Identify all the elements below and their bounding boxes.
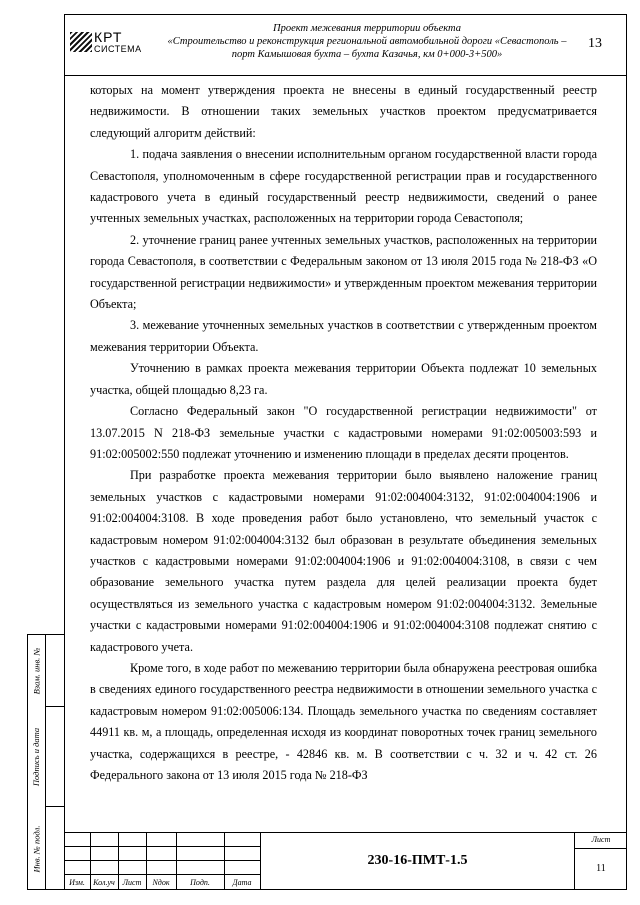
side-field <box>46 635 64 707</box>
side-field <box>46 707 64 807</box>
paragraph: Уточнению в рамках проекта межевания территории Объекта подлежат 10 земельных участка, общей площадью 8,23 га. <box>90 361 597 397</box>
logo-text-main: КРТ <box>94 29 123 45</box>
header-title <box>152 22 582 61</box>
col-data: Дата <box>232 878 252 887</box>
col-kol-uch: Кол.уч <box>93 878 115 887</box>
header-title-line1: Проект межевания территории объекта <box>273 23 461 34</box>
company-logo <box>70 30 144 56</box>
title-block <box>64 832 627 890</box>
side-label-replace-inv: Взам. инв. № <box>31 647 42 695</box>
logo-text-sub: СИСТЕМА <box>94 44 142 54</box>
paragraph: 2. уточнение границ ранее учтенных земельных участков, расположенных на территории города Севастополя, в соответствии с Федеральным законом от 13 июля 2015 года № 218-ФЗ «О государственной регистрации недвижимости» и утвержденным проектом межевания территории Объекта; <box>90 232 597 312</box>
document-code: 230-16-ПМТ-1.5 <box>260 832 574 890</box>
header-title-line2: «Строительство и реконструкция региональной автомобильной дороги «Севастополь – <box>167 36 567 47</box>
paragraph: которых на момент утверждения проекта не внесены в единый государственный реестр недвижимости. В отношении таких земельных участков проектом предусматривается следующий алгоритм действий: <box>90 83 597 140</box>
side-stamp <box>27 634 65 890</box>
paragraph: При разработке проекта межевания территории было выявлено наложение границ земельных участков с кадастровыми номерами 91:02:004004:3132, 91:02:004004:1906 и 91:02:004004:3108. В ходе проведения работ было установлено, что земельный участок с кадастровым номером 91:02:004004:3132 был образован в результате объединения земельных участков с кадастровыми номерами 91:02:004004:1906 и 91:02:004004:3108, в связи с чем образование земельного участка путем раздела для целей реализации проекта будет осуществляться из земельного участка с кадастровым номером 91:02:004004:3132. Земельные участки с кадастровыми номерами 91:02:004004:1906 и 91:02:004004:3108 подлежат снятию с кадастрового учета. <box>90 468 597 654</box>
paragraph: Кроме того, в ходе работ по межеванию территории была обнаружена реестровая ошибка в сведениях единого государственного реестра недвижимости в отношении земельного участка с кадастровым номером 91:02:005006:134. Площадь земельного участка по сведениям составляет 44911 кв. м, а площадь, определенная исходя из координат поворотных точек границ земельного участка, содержащихся в реестре, - 42846 кв. м. В соответствии с ч. 32 и ч. 42 ст. 26 Федерального закона от 13 июля 2015 года № 218-ФЗ <box>90 660 597 782</box>
sheet-number: 11 <box>596 863 606 874</box>
side-label-original-inv: Инв. № подл. <box>31 825 42 873</box>
side-stamp-fields <box>45 634 65 890</box>
col-izm: Изм. <box>69 878 85 887</box>
document-body <box>90 80 597 786</box>
revision-table <box>64 832 260 890</box>
side-label-signature-date: Подпись и дата <box>31 727 42 787</box>
sheet-label: Лист <box>575 832 627 849</box>
paragraph: Согласно Федеральный закон "О государственной регистрации недвижимости" от 13.07.2015 N 218-ФЗ земельные участки с кадастровыми номерами 91:02:005003:593 и 91:02:005002:550 подлежат уточнению и изменению площади в пределах десяти процентов. <box>90 404 597 461</box>
col-list: Лист <box>122 878 142 887</box>
side-stamp-labels <box>27 634 46 890</box>
sheet-box <box>574 832 627 890</box>
logo-stripes-icon <box>70 32 92 52</box>
col-n-dok: Nдок <box>152 878 170 887</box>
col-podp: Подп. <box>190 878 210 887</box>
paragraph: 3. межевание уточненных земельных участков в соответствии с утвержденным проектом межевания территории Объекта. <box>90 318 597 354</box>
header-page-number: 13 <box>588 36 602 51</box>
paragraph: 1. подача заявления о внесении исполнительным органом государственной власти города Севастополя, уполномоченным в сфере государственной регистрации прав и государственного кадастрового учета в единый государственный реестр недвижимости, сведений о ранее учтенных земельных участках, расположенных на территории города Севастополя; <box>90 147 597 226</box>
header-title-line3: порт Камышовая бухта – бухта Казачья, км 0+000-3+500» <box>231 49 503 60</box>
